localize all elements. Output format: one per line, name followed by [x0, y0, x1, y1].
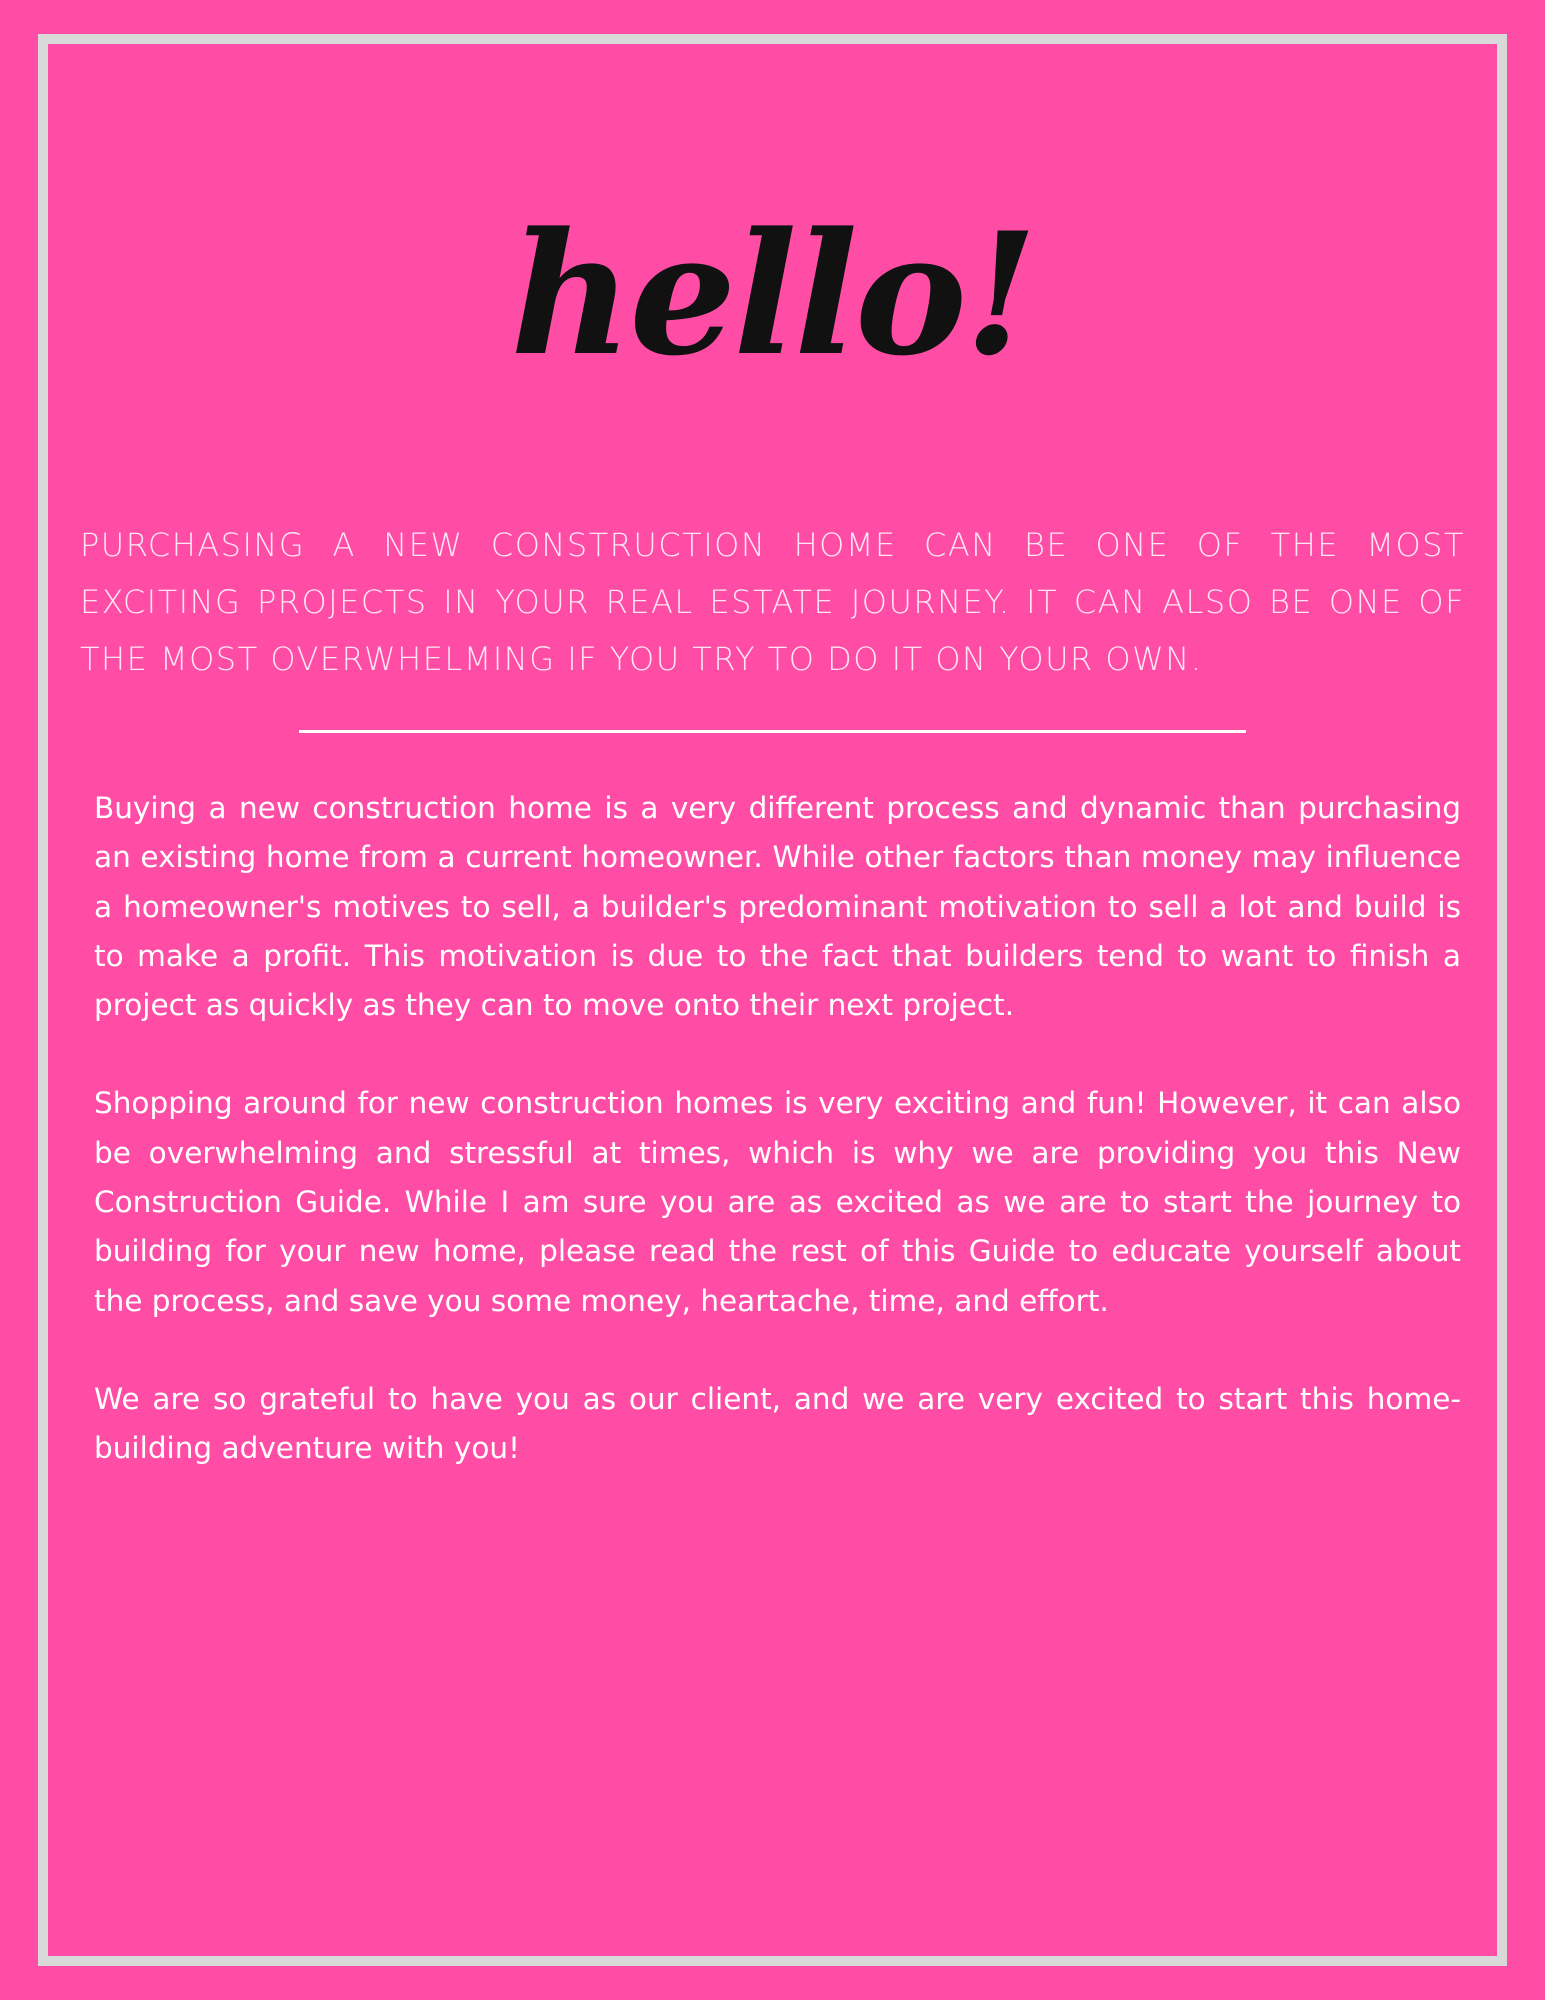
intro-text: PURCHASING A NEW CONSTRUCTION HOME CAN BE ONE OF THE MOST EXCITING PROJECTS IN YOUR REAL ESTATE JOURNEY. IT CAN ALSO BE ONE OF THE MOST OVERWHELMING IF YOU TRY TO DO IT ON YOUR OWN.	[80, 526, 1465, 678]
page-title: hello!	[510, 195, 1035, 393]
paragraph-3: We are so grateful to have you as our client, and we are very excited to start this home-building adventure with you!	[94, 1381, 1461, 1466]
paragraph-1: Buying a new construction home is a very different process and dynamic than purchasing an existing home from a current homeowner. While other factors than money may influence a homeowner's motives to sell, a builder's predominant motivation to sell a lot and build is to make a profit. This motivation is due to the fact that builders tend to want to finish a project as quickly as they can to move onto their next project.	[94, 791, 1461, 1023]
paragraph-2: Shopping around for new construction homes is very exciting and fun! However, it can also be overwhelming and stressful at times, which is why we are providing you this New Construction Guide. While I am sure you are as excited as we are to start the journey to building for your new home, please read the rest of this Guide to educate yourself about the process, and save you some money, heartache, time, and effort.	[94, 1086, 1461, 1318]
body-content	[94, 784, 1461, 1523]
section-divider	[299, 730, 1246, 733]
